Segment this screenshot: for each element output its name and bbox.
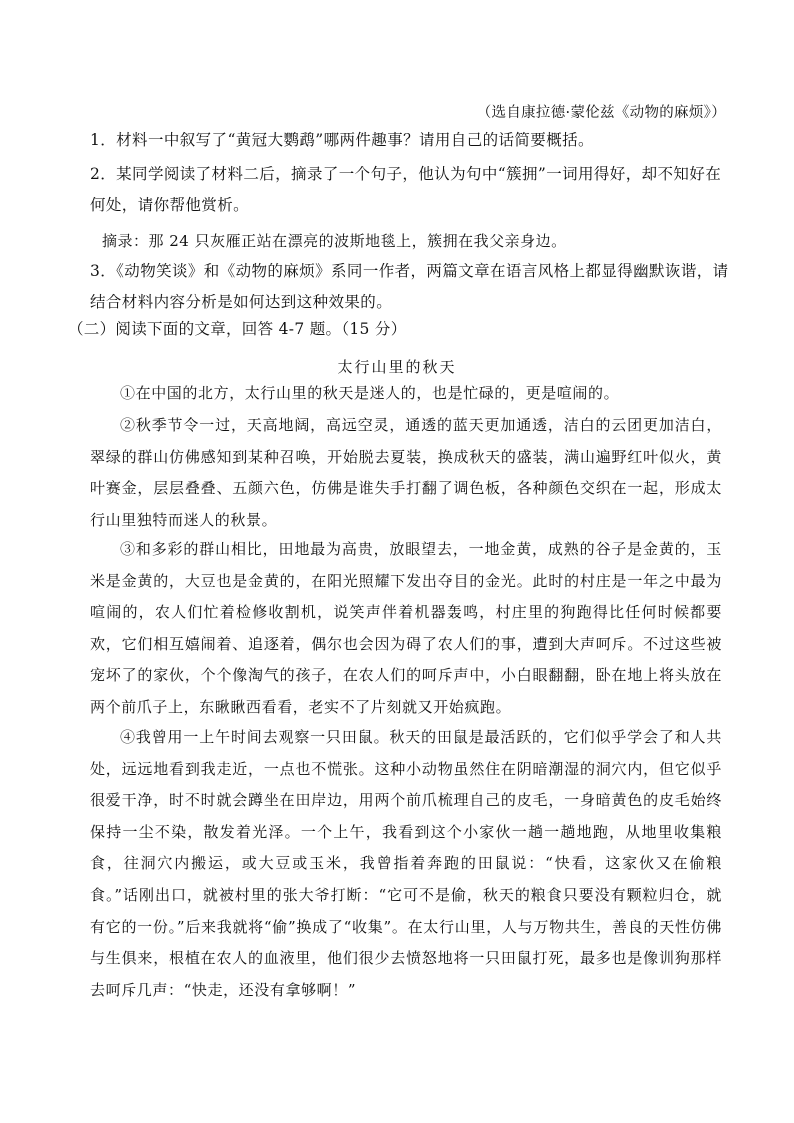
paragraph-1: ①在中国的北方，太行山里的秋天是迷人的，也是忙碌的，更是喧闹的。 [120,384,620,402]
section-heading: （二）阅读下面的文章，回答 4-7 题。（15 分） [68,320,407,338]
source-citation: （选自康拉德·蒙伦兹《动物的麻烦》） [476,105,726,121]
excerpt: 摘录：那 24 只灰雁正站在漂亮的波斯地毯上，簇拥在我父亲身边。 [102,232,567,250]
question-2: 2．某同学阅读了材料二后，摘录了一个句子，他认为句中“簇拥”一词用得好，却不知好在何处，请你帮他赏析。 [90,165,722,214]
paragraph-2: ②秋季节令一过，天高地阔，高远空灵，通透的蓝天更加通透，洁白的云团更加洁白，翠绿的群山仿佛感知到某种召唤，开始脱去夏装，换成秋天的盛装，满山遍野红叶似火，黄叶赛金，层层叠叠、五颜六色，仿佛是谁失手打翻了调色板，各种颜色交织在一起，形成太行山里独特而迷人的秋景。 [90,416,722,529]
question-1: 1．材料一中叙写了“黄冠大鹦鹉”哪两件趣事？请用自己的话简要概括。 [90,131,594,149]
paragraph-4: ④我曾用一上午时间去观察一只田鼠。秋天的田鼠是最活跃的，它们似乎学会了和人共处，远远地看到我走近，一点也不慌张。这种小动物虽然住在阴暗潮湿的洞穴内，但它似乎很爱干净，时不时就会蹲坐在田岸边，用两个前爪梳理自己的皮毛，一身暗黄色的皮毛始终保持一尘不染，散发着光泽。一个上午，我看到这个小家伙一趟一趟地跑，从地里收集粮食，往洞穴内搬运，或大豆或玉米，我曾指着奔跑的田鼠说：“快看，这家伙又在偷粮食。”话刚出口，就被村里的张大爷打断：“它可不是偷，秋天的粮食只要没有颗粒归仓，就有它的一份。”后来我就将“偷”换成了“收集”。在太行山里，人与万物共生，善良的天性仿佛与生俱来，根植在农人的血液里，他们很少去愤怒地将一只田鼠打死，最多也是像训狗那样去呵斥几声：“快走，还没有拿够啊！” [90,728,722,999]
article-title: 太行山里的秋天 [337,358,457,376]
question-3: 3．《动物笑谈》和《动物的麻烦》系同一作者，两篇文章在语言风格上都显得幽默诙谐，请结合材料内容分析是如何达到这种效果的。 [90,262,729,311]
paragraph-3: ③和多彩的群山相比，田地最为高贵，放眼望去，一地金黄，成熟的谷子是金黄的，玉米是金黄的，大豆也是金黄的，在阳光照耀下发出夺目的金光。此时的村庄是一年之中最为喧闹的，农人们忙着检修收割机，说笑声伴着机器轰鸣，村庄里的狗跑得比任何时候都要欢，它们相互嬉闹着、追逐着，偶尔也会因为碍了农人们的事，遭到大声呵斥。不过这些被宠坏了的家伙，个个像淘气的孩子，在农人们的呵斥声中，小白眼翻翻，卧在地上将头放在两个前爪子上，东瞅瞅西看看，老实不了片刻就又开始疯跑。 [90,540,722,716]
